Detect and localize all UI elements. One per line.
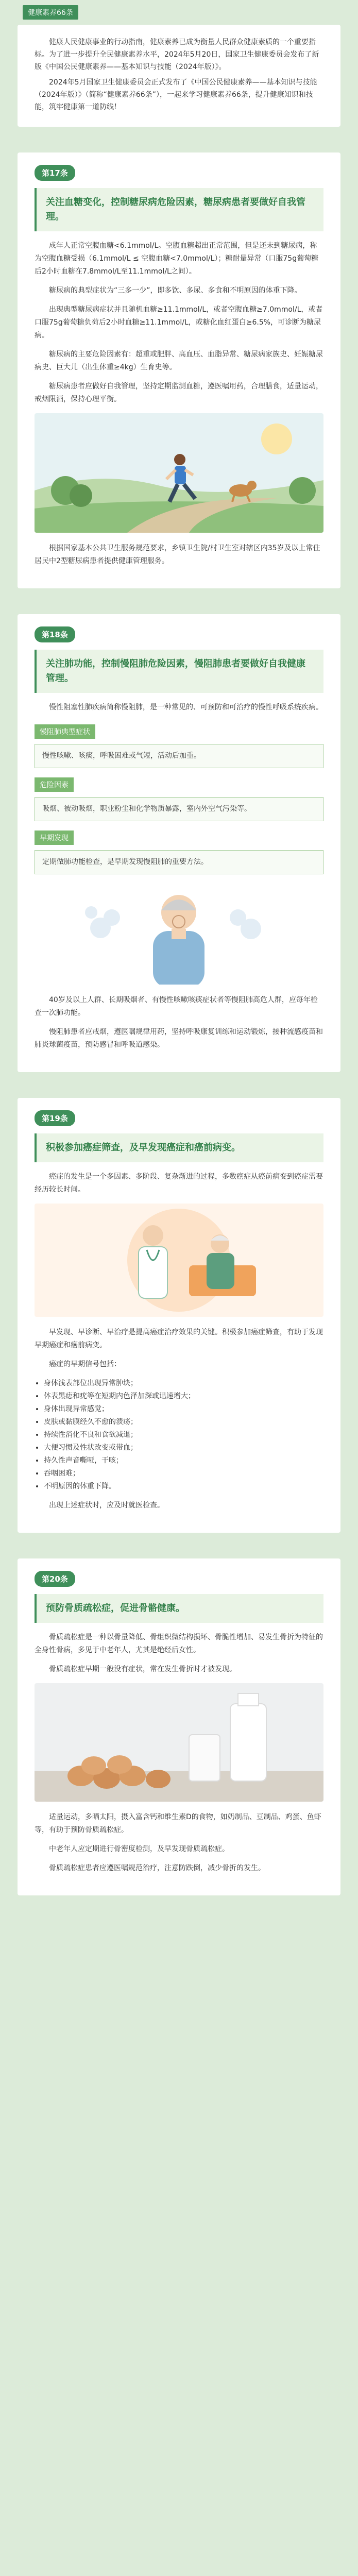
paragraph: 出现上述症状时，应及时就医检查。 (49, 1501, 164, 1510)
paragraph: 糖尿病患者应做好自我管理，坚持定期监测血糖，遵医嘱用药，合理膳食，适量运动，戒烟限酒，保持心理平衡。 (35, 382, 323, 403)
subheading: 早期发现 (35, 831, 74, 845)
section-18 (18, 614, 340, 1072)
info-text: 定期做肺功能检查，是早期发现慢阻肺的重要方法。 (42, 858, 208, 866)
section-number: 第17条 (35, 165, 75, 181)
paragraph: 骨质疏松症是一种以骨量降低、骨组织微结构损坏、骨脆性增加、易发生骨折为特征的全身性骨病，多见于中老年人，尤其是绝经后女性。 (35, 1633, 323, 1654)
section-19 (18, 1098, 340, 1533)
paragraph: 癌症的发生是一个多因素、多阶段、复杂渐进的过程，多数癌症从癌前病变到癌症需要经历较长时间。 (35, 1173, 323, 1194)
list-item: • 吞咽困难； (44, 1467, 323, 1480)
doctor-scene (35, 1204, 323, 1317)
list-item: • 持久性声音嘶哑，干咳； (44, 1454, 323, 1467)
section-title-box (35, 650, 323, 693)
jogging-scene (35, 413, 323, 533)
paragraph: 慢性阻塞性肺疾病简称慢阻肺，是一种常见的、可预防和可治疗的慢性呼吸系统疾病。 (49, 703, 323, 711)
early-signs-list (44, 1377, 323, 1493)
paragraph: 出现典型糖尿病症状并且随机血糖≥11.1mmol/L，或者空腹血糖≥7.0mmol/L，或者口服75g葡萄糖负荷后2小时血糖≥11.1mmol/L，或糖化血红蛋白≥6.5%，可诊断为糖尿病。 (35, 306, 323, 340)
section-number: 第18条 (35, 626, 75, 642)
list-item: • 身体出现异常感觉； (44, 1403, 323, 1416)
paragraph: 根据国家基本公共卫生服务规范要求，乡镇卫生院/村卫生室对辖区内35岁及以上常住居民中2型糖尿病患者提供健康管理服务。 (35, 544, 320, 565)
paragraph: 成年人正常空腹血糖<6.1mmol/L。空腹血糖超出正常范围，但是还未到糖尿病，称为空腹血糖受损（6.1mmol/L ≤ 空腹血糖<7.0mmol/L）；糖耐量异常（口服75g葡萄糖后2小时血糖在7.8mmol/L至11.1mmol/L之间）。 (35, 242, 319, 276)
paragraph: 早发现、早诊断、早治疗是提高癌症治疗效果的关键。积极参加癌症筛查，有助于发现早期癌症和癌前病变。 (35, 1328, 323, 1349)
paragraph: 骨质疏松症患者应遵医嘱规范治疗，注意防跌倒，减少骨折的发生。 (49, 1864, 265, 1872)
info-text: 慢性咳嗽、咳痰，呼吸困难或气短，活动后加重。 (42, 752, 201, 760)
header-badge: 健康素养66条 (23, 5, 78, 20)
section-title: 关注肺功能，控制慢阻肺危险因素，慢阻肺患者要做好自我健康管理。 (46, 658, 305, 684)
info-text: 吸烟、被动吸烟，职业粉尘和化学物质暴露，室内外空气污染等。 (42, 805, 251, 813)
section-number: 第19条 (35, 1110, 75, 1126)
doctor-illustration (35, 1204, 323, 1317)
milk-eggs-illustration (35, 1683, 323, 1802)
list-item: • 不明原因的体重下降。 (44, 1480, 323, 1493)
section-17 (18, 152, 340, 588)
section-title: 预防骨质疏松症，促进骨骼健康。 (46, 1603, 185, 1614)
section-title-box (35, 1594, 323, 1623)
header (0, 0, 358, 25)
paragraph: 适量运动，多晒太阳，摄入富含钙和维生素D的食物，如奶制品、豆制品、鸡蛋、鱼虾等，有助于预防骨质疏松症。 (35, 1813, 321, 1834)
coughing-scene (35, 882, 323, 985)
paragraph: 40岁及以上人群、长期吸烟者、有慢性咳嗽咳痰症状者等慢阻肺高危人群，应每年检查一次肺功能。 (35, 996, 318, 1017)
paragraph: 慢阻肺患者应戒烟，遵医嘱规律用药，坚持呼吸康复训练和运动锻炼，接种流感疫苗和肺炎球菌疫苗，预防感冒和呼吸道感染。 (35, 1028, 323, 1049)
section-number: 第20条 (35, 1571, 75, 1587)
section-title: 积极参加癌症筛查，及早发现癌症和癌前病变。 (46, 1142, 241, 1153)
list-item: • 体表黑痣和疣等在短期内色泽加深或迅速增大； (44, 1390, 323, 1403)
list-item: • 皮肤或黏膜经久不愈的溃疡； (44, 1416, 323, 1429)
intro-paragraph: 健康人民健康事业的行动指南，健康素养已成为衡量人民群众健康素质的一个重要指标。为了进一步提升全民健康素养水平，2024年5月20日，国家卫生健康委员会发布了新版《中国公民健康素养——基本知识与技能（2024年版）》。 (35, 38, 319, 71)
paragraph: 癌症的早期信号包括： (49, 1360, 121, 1368)
paragraph: 糖尿病的典型症状为“三多一少”，即多饮、多尿、多食和不明原因的体重下降。 (49, 286, 302, 295)
section-title-box (35, 1133, 323, 1162)
section-20 (18, 1558, 340, 1895)
section-title-box (35, 188, 323, 231)
subheading: 危险因素 (35, 777, 74, 792)
info-box (35, 850, 323, 874)
list-item: • 大便习惯及性状改变或带血； (44, 1442, 323, 1454)
paragraph: 糖尿病的主要危险因素有：超重或肥胖、高血压、血脂异常、糖尿病家族史、妊娠糖尿病史、巨大儿（出生体重≥4kg）生育史等。 (35, 350, 323, 371)
jogging-illustration (35, 413, 323, 533)
coughing-illustration (35, 882, 323, 985)
paragraph: 骨质疏松症早期一般没有症状，常在发生骨折时才被发现。 (49, 1665, 236, 1673)
paragraph: 中老年人应定期进行骨密度检测，及早发现骨质疏松症。 (49, 1845, 229, 1853)
intro-paragraph: 2024年5月国家卫生健康委员会正式发布了《中国公民健康素养——基本知识与技能（2024年版）》（简称“健康素养66条”），一起来学习健康素养66条，提升健康知识和技能，筑牢健康第一道防线！ (35, 78, 317, 111)
milk-eggs-scene (35, 1683, 323, 1802)
info-box (35, 744, 323, 768)
intro-card (18, 25, 340, 127)
info-box (35, 797, 323, 821)
list-item: • 持续性消化不良和食欲减退； (44, 1429, 323, 1442)
subheading: 慢阻肺典型症状 (35, 724, 95, 739)
list-item: • 身体浅表部位出现异常肿块； (44, 1377, 323, 1390)
section-title: 关注血糖变化，控制糖尿病危险因素，糖尿病患者要做好自我管理。 (46, 197, 305, 222)
